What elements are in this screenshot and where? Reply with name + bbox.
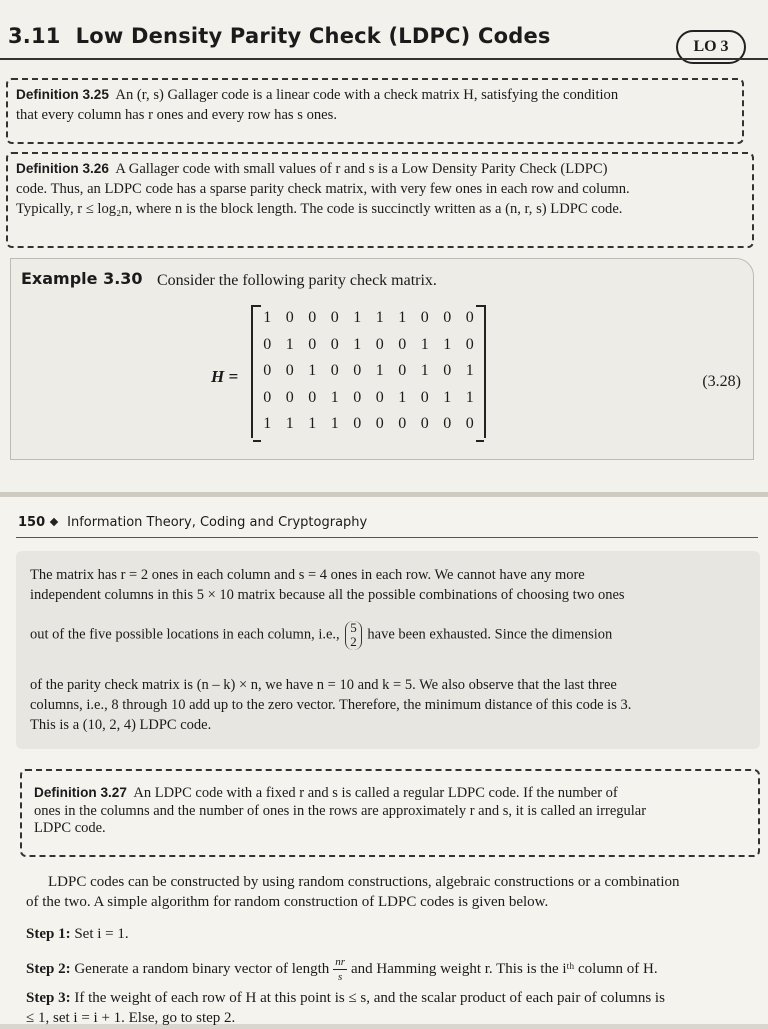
matrix-cell: 1 [285, 335, 294, 353]
matrix-cell: 0 [263, 388, 272, 406]
matrix-cell: 0 [398, 335, 407, 353]
matrix-row [256, 305, 481, 332]
example-3-30-box [10, 258, 754, 460]
matrix-cell: 1 [308, 362, 317, 380]
matrix-cell: 0 [398, 415, 407, 433]
equation-number: (3.28) [702, 373, 741, 390]
para-line-4: of the parity check matrix is (n – k) × n, we have n = 10 and k = 5. We also observe that the last three [30, 677, 617, 693]
matrix-cell: 0 [308, 309, 317, 327]
section-number: 3.11 [8, 24, 61, 48]
para-line-2: independent columns in this 5 × 10 matrix because all the possible combinations of choosing two ones [30, 587, 625, 603]
matrix-cell: 0 [330, 309, 339, 327]
matrix-cell: 1 [443, 335, 452, 353]
definition-3-27-box [20, 769, 760, 857]
matrix-cell: 1 [465, 388, 474, 406]
matrix-cell: 1 [285, 415, 294, 433]
example-label: Example 3.30 [21, 269, 143, 288]
matrix-cell: 0 [443, 362, 452, 380]
intro-line-2: of the two. A simple algorithm for random construction of LDPC codes is given below. [26, 894, 549, 910]
matrix-cell: 1 [263, 309, 272, 327]
example-text: Consider the following parity check matrix. [157, 272, 437, 289]
matrix-cell: 1 [308, 415, 317, 433]
matrix-cell: 0 [285, 362, 294, 380]
section-heading [8, 24, 551, 48]
fraction-nr-over-s: $\frac{nr}{s}$ [335, 956, 346, 984]
running-head-rule [16, 537, 758, 538]
matrix-cell: 1 [330, 388, 339, 406]
para-line-1: The matrix has r = 2 ones in each column and s = 4 ones in each row. We cannot have any more [30, 567, 585, 583]
matrix-cell: 1 [330, 415, 339, 433]
step-2: Step 2: Generate a random binary vector of length $\frac{nr}{s}$ and Hamming weight r. This is the iᵗʰ column of H. [26, 956, 658, 984]
matrix-cell: 0 [263, 362, 272, 380]
matrix-cell: 0 [308, 388, 317, 406]
matrix-cell: 1 [353, 309, 362, 327]
bullet-icon [50, 518, 58, 526]
definition-3-26-line3: Typically, r ≤ log₂n, where n is the block length. The code is succinctly written as a (n, r, s) LDPC code. [16, 201, 623, 218]
page-number: 150 [18, 515, 46, 530]
matrix-cell: 1 [398, 309, 407, 327]
matrix-cell: 0 [263, 335, 272, 353]
matrix-h-label: H = [211, 367, 239, 386]
matrix-cell: 0 [285, 309, 294, 327]
matrix-cell: 0 [465, 335, 474, 353]
step-3-continued: ≤ 1, set i = i + 1. Else, go to step 2. [26, 1010, 236, 1026]
book-title: Information Theory, Coding and Cryptography [67, 515, 368, 530]
para-line-3: out of the five possible locations in each column, i.e., 5 2 have been exhausted. Since the dimension [30, 620, 613, 650]
matrix-row [256, 411, 481, 438]
page-bottom [0, 497, 768, 1024]
matrix-cell: 0 [375, 388, 384, 406]
matrix-row [256, 358, 481, 385]
matrix-cell: 0 [420, 415, 429, 433]
intro-line-1: LDPC codes can be constructed by using random constructions, algebraic constructions or a combination [48, 874, 680, 890]
matrix-cell: 1 [398, 388, 407, 406]
step-3: Step 3: If the weight of each row of H at this point is ≤ s, and the scalar product of each pair of columns is [26, 990, 665, 1006]
parity-check-matrix [251, 305, 486, 438]
running-head [18, 515, 367, 530]
para-line-6: This is a (10, 2, 4) LDPC code. [30, 717, 212, 733]
matrix-cell: 1 [375, 362, 384, 380]
matrix-cell: 1 [263, 415, 272, 433]
matrix-cell: 0 [420, 309, 429, 327]
matrix-cell: 0 [443, 415, 452, 433]
definition-3-25-line1: Definition 3.25 An (r, s) Gallager code is a linear code with a check matrix H, satisfying the condition [16, 87, 619, 103]
matrix-cell: 0 [308, 335, 317, 353]
definition-3-25-line2: that every column has r ones and every row has s ones. [16, 107, 337, 124]
section-title: Low Density Parity Check (LDPC) Codes [75, 24, 551, 48]
learning-objective-badge: LO 3 [676, 30, 746, 64]
matrix-cell: 0 [353, 388, 362, 406]
definition-3-25-box [6, 78, 744, 144]
matrix-cell: 1 [443, 388, 452, 406]
matrix-cell: 0 [443, 309, 452, 327]
definition-3-25-label: Definition 3.25 [16, 87, 109, 102]
matrix-cell: 1 [420, 335, 429, 353]
definition-3-27-label: Definition 3.27 [34, 785, 127, 800]
matrix-cell: 1 [420, 362, 429, 380]
section-rule [0, 58, 768, 60]
definition-3-26-line1: Definition 3.26 A Gallager code with small values of r and s is a Low Density Parity Check (LDPC) [16, 161, 608, 177]
matrix-cell: 1 [375, 309, 384, 327]
matrix-cell: 0 [465, 415, 474, 433]
matrix-cell: 0 [420, 388, 429, 406]
matrix-row [256, 385, 481, 412]
binomial-coefficient: 5 2 [345, 621, 362, 650]
matrix-cell: 1 [465, 362, 474, 380]
matrix-cell: 0 [330, 335, 339, 353]
matrix-cell: 0 [375, 415, 384, 433]
definition-3-26-label: Definition 3.26 [16, 161, 109, 176]
matrix-cell: 0 [398, 362, 407, 380]
matrix-cell: 0 [285, 388, 294, 406]
step-1: Step 1: Set i = 1. [26, 926, 129, 942]
matrix-cell: 0 [330, 362, 339, 380]
matrix-cell: 0 [353, 415, 362, 433]
matrix-row [256, 332, 481, 359]
definition-3-26-box [6, 152, 754, 248]
matrix-cell: 1 [353, 335, 362, 353]
matrix-cell: 0 [353, 362, 362, 380]
page-top [0, 0, 768, 492]
matrix-cell: 0 [465, 309, 474, 327]
definition-3-26-line2: code. Thus, an LDPC code has a sparse parity check matrix, with very few ones in each row and column. [16, 181, 630, 198]
matrix-cell: 0 [375, 335, 384, 353]
para-line-5: columns, i.e., 8 through 10 add up to the zero vector. Therefore, the minimum distance of this code is 3. [30, 697, 632, 713]
definition-3-27-text: Definition 3.27 An LDPC code with a fixed r and s is called a regular LDPC code. If the number of ones in the columns and the number of ones in the rows are approximately r and s, it is called an irregular LDPC code. [34, 785, 647, 837]
